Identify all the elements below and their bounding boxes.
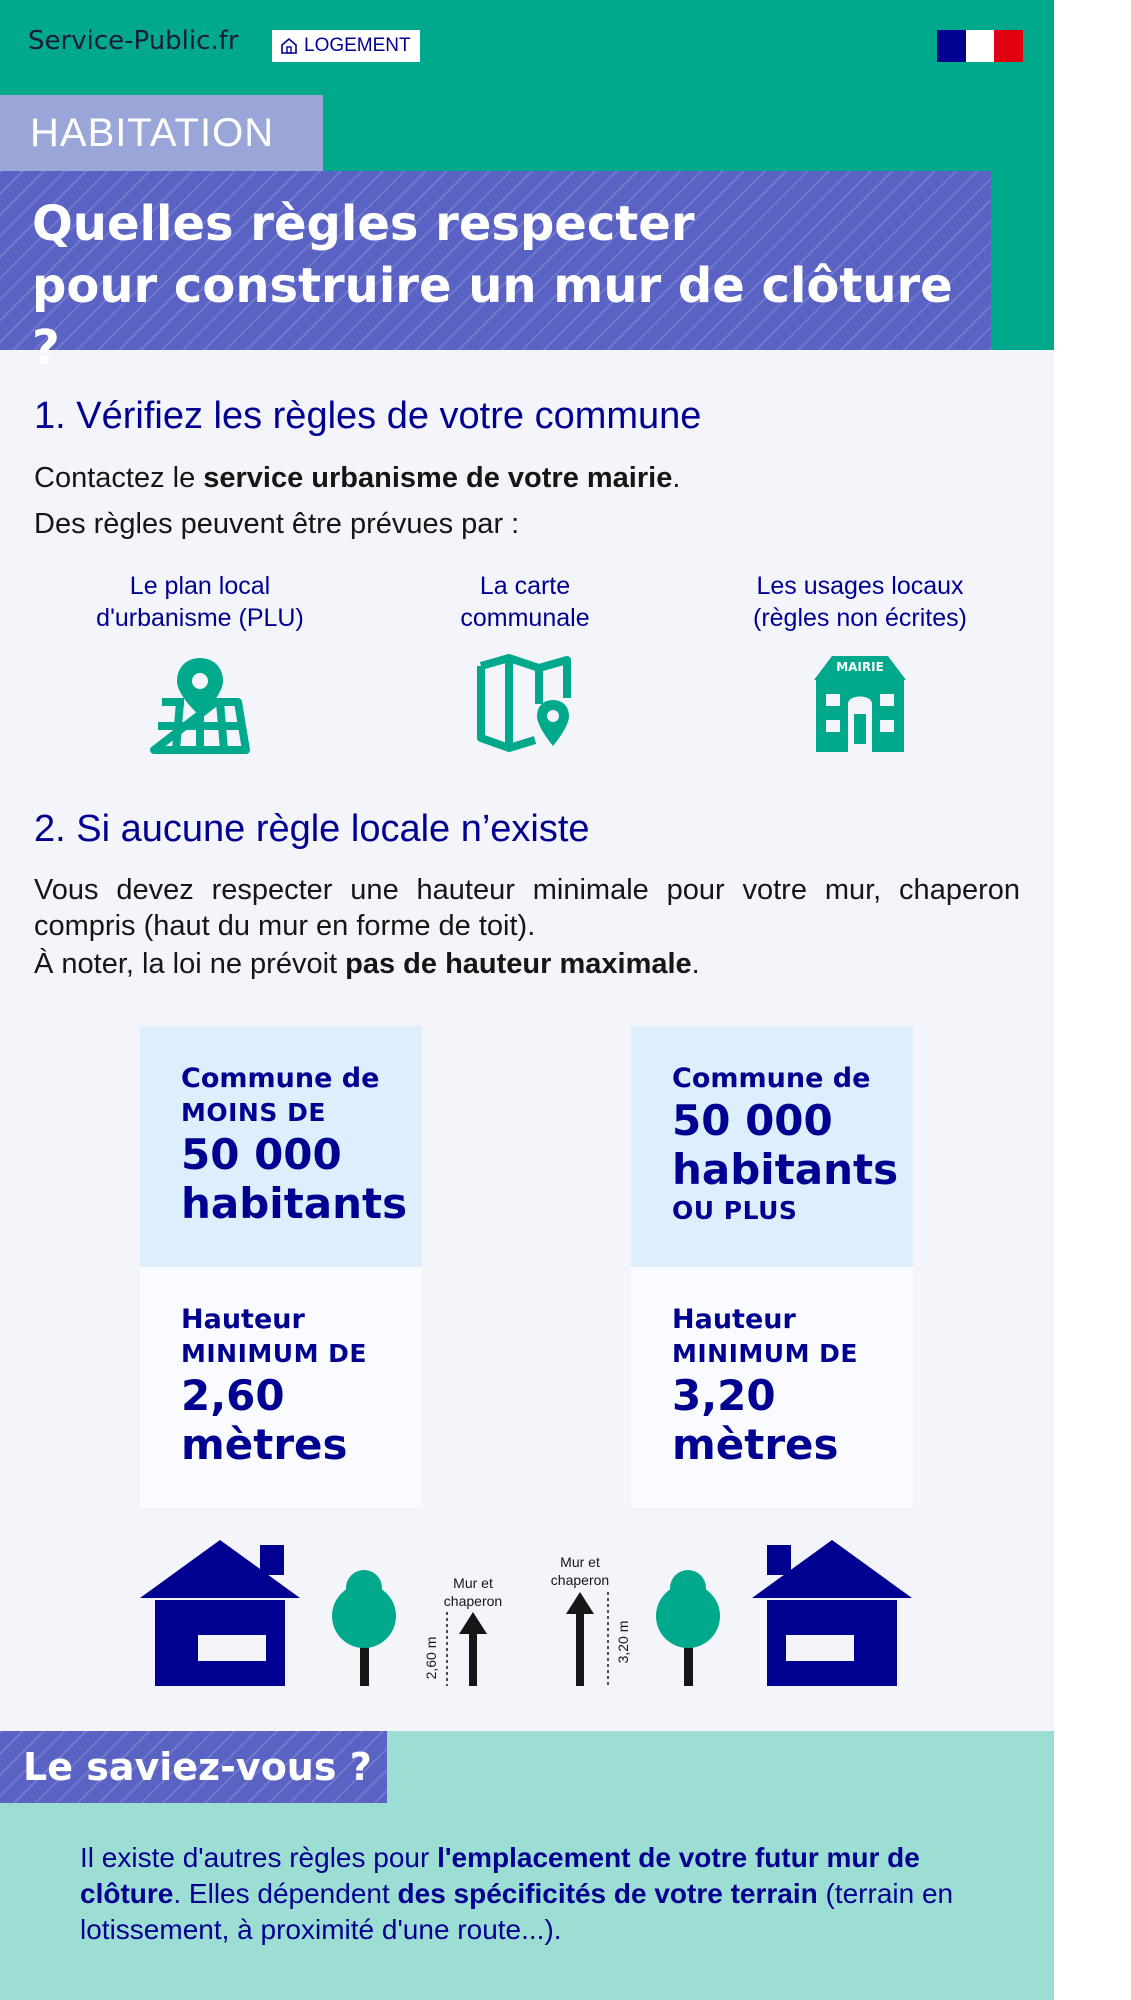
logement-tag <box>272 30 420 62</box>
card-height-value: 2,60 <box>181 1371 285 1420</box>
wall-height-illustration <box>0 1530 1054 1690</box>
title-line-2: pour construire un mur de clôture ? <box>32 258 953 376</box>
wall-label-line2: chaperon <box>550 1572 610 1588</box>
section1-heading: 1. Vérifiez les règles de votre commune <box>34 395 702 437</box>
mairie-label: MAIRIE <box>836 660 884 674</box>
title-band <box>0 171 991 376</box>
no-max-height-text: À noter, la loi ne prévoit pas de hauteur maximale. <box>34 948 700 980</box>
wall-measure-left <box>423 1575 502 1686</box>
card-height-qualifier: MINIMUM DE <box>181 1339 367 1368</box>
card-large-commune <box>631 1026 913 1508</box>
map-pin-grid-icon <box>150 654 250 754</box>
french-flag-logo <box>937 30 1023 62</box>
card-height-unit: mètres <box>672 1420 839 1469</box>
section2-heading: 2. Si aucune règle locale n’existe <box>34 808 590 850</box>
card-qualifier: OU PLUS <box>672 1196 798 1225</box>
card-height-label: Hauteur <box>181 1304 305 1335</box>
page-title <box>32 193 991 379</box>
wall-label-line1: Mur et <box>453 1575 493 1591</box>
tree-left-icon <box>332 1570 396 1686</box>
card-height-qualifier: MINIMUM DE <box>672 1339 858 1368</box>
wall-label-line1: Mur et <box>560 1554 600 1570</box>
brand-extension: .fr <box>210 26 239 56</box>
title-line-1: Quelles règles respecter <box>32 196 695 252</box>
contact-text <box>34 462 1020 495</box>
card-commune-label: Commune de <box>672 1063 871 1094</box>
contact-suffix: . <box>672 462 681 494</box>
house-left-icon <box>140 1540 300 1686</box>
rules-intro: Des règles peuvent être prévues par : <box>34 508 520 540</box>
card-population: 50 000 <box>181 1130 342 1179</box>
house-right-icon <box>752 1540 912 1686</box>
wall-measure-right <box>551 1554 631 1686</box>
category-label: HABITATION <box>0 95 323 171</box>
did-you-know-title: Le saviez-vous ? <box>0 1731 387 1803</box>
card-height-unit: mètres <box>181 1420 348 1469</box>
card-qualifier: MOINS DE <box>181 1098 326 1127</box>
brand-name[interactable] <box>28 26 239 56</box>
card-population-unit: habitants <box>181 1179 408 1228</box>
measure-right-label: 3,20 m <box>615 1620 631 1664</box>
card-commune-size <box>631 1026 913 1267</box>
town-hall-icon <box>810 654 910 754</box>
card-commune-label: Commune de <box>181 1063 380 1094</box>
card-population-unit: habitants <box>672 1145 899 1194</box>
rule-source-plu <box>35 570 365 754</box>
card-population: 50 000 <box>672 1096 833 1145</box>
contact-prefix: Contactez le <box>34 462 204 494</box>
minimum-height-text: Vous devez respecter une hauteur minimale pour votre mur, chaperon compris (haut du mur en forme de toit). <box>34 874 1020 942</box>
card-height-value: 3,20 <box>672 1371 776 1420</box>
tree-right-icon <box>656 1570 720 1686</box>
wall-label-line2: chaperon <box>443 1593 503 1609</box>
folded-map-icon <box>475 654 575 754</box>
rule-source-label: La carte communale <box>460 572 590 632</box>
card-commune-size <box>140 1026 422 1267</box>
rule-source-usages <box>695 570 1025 754</box>
brand-main: Service-Public <box>28 26 211 56</box>
tag-label: LOGEMENT <box>304 35 411 56</box>
card-small-commune <box>140 1026 422 1508</box>
contact-bold: service urbanisme de votre mairie <box>203 462 673 494</box>
rule-source-label: Les usages locaux (règles non écrites) <box>753 572 967 632</box>
rule-source-label: Le plan local d'urbanisme (PLU) <box>96 572 304 632</box>
card-height-requirement <box>631 1267 913 1508</box>
card-height-requirement <box>140 1267 422 1508</box>
rule-source-carte <box>360 570 690 754</box>
did-you-know-text: Il existe d'autres règles pour l'emplacement de votre futur mur de clôture. Elles dépendent des spécificités de votre terrain (terrain en lotissement, à proximité d'une route...). <box>80 1842 954 1945</box>
house-icon <box>280 37 298 55</box>
card-height-label: Hauteur <box>672 1304 796 1335</box>
measure-left-label: 2,60 m <box>423 1636 439 1680</box>
